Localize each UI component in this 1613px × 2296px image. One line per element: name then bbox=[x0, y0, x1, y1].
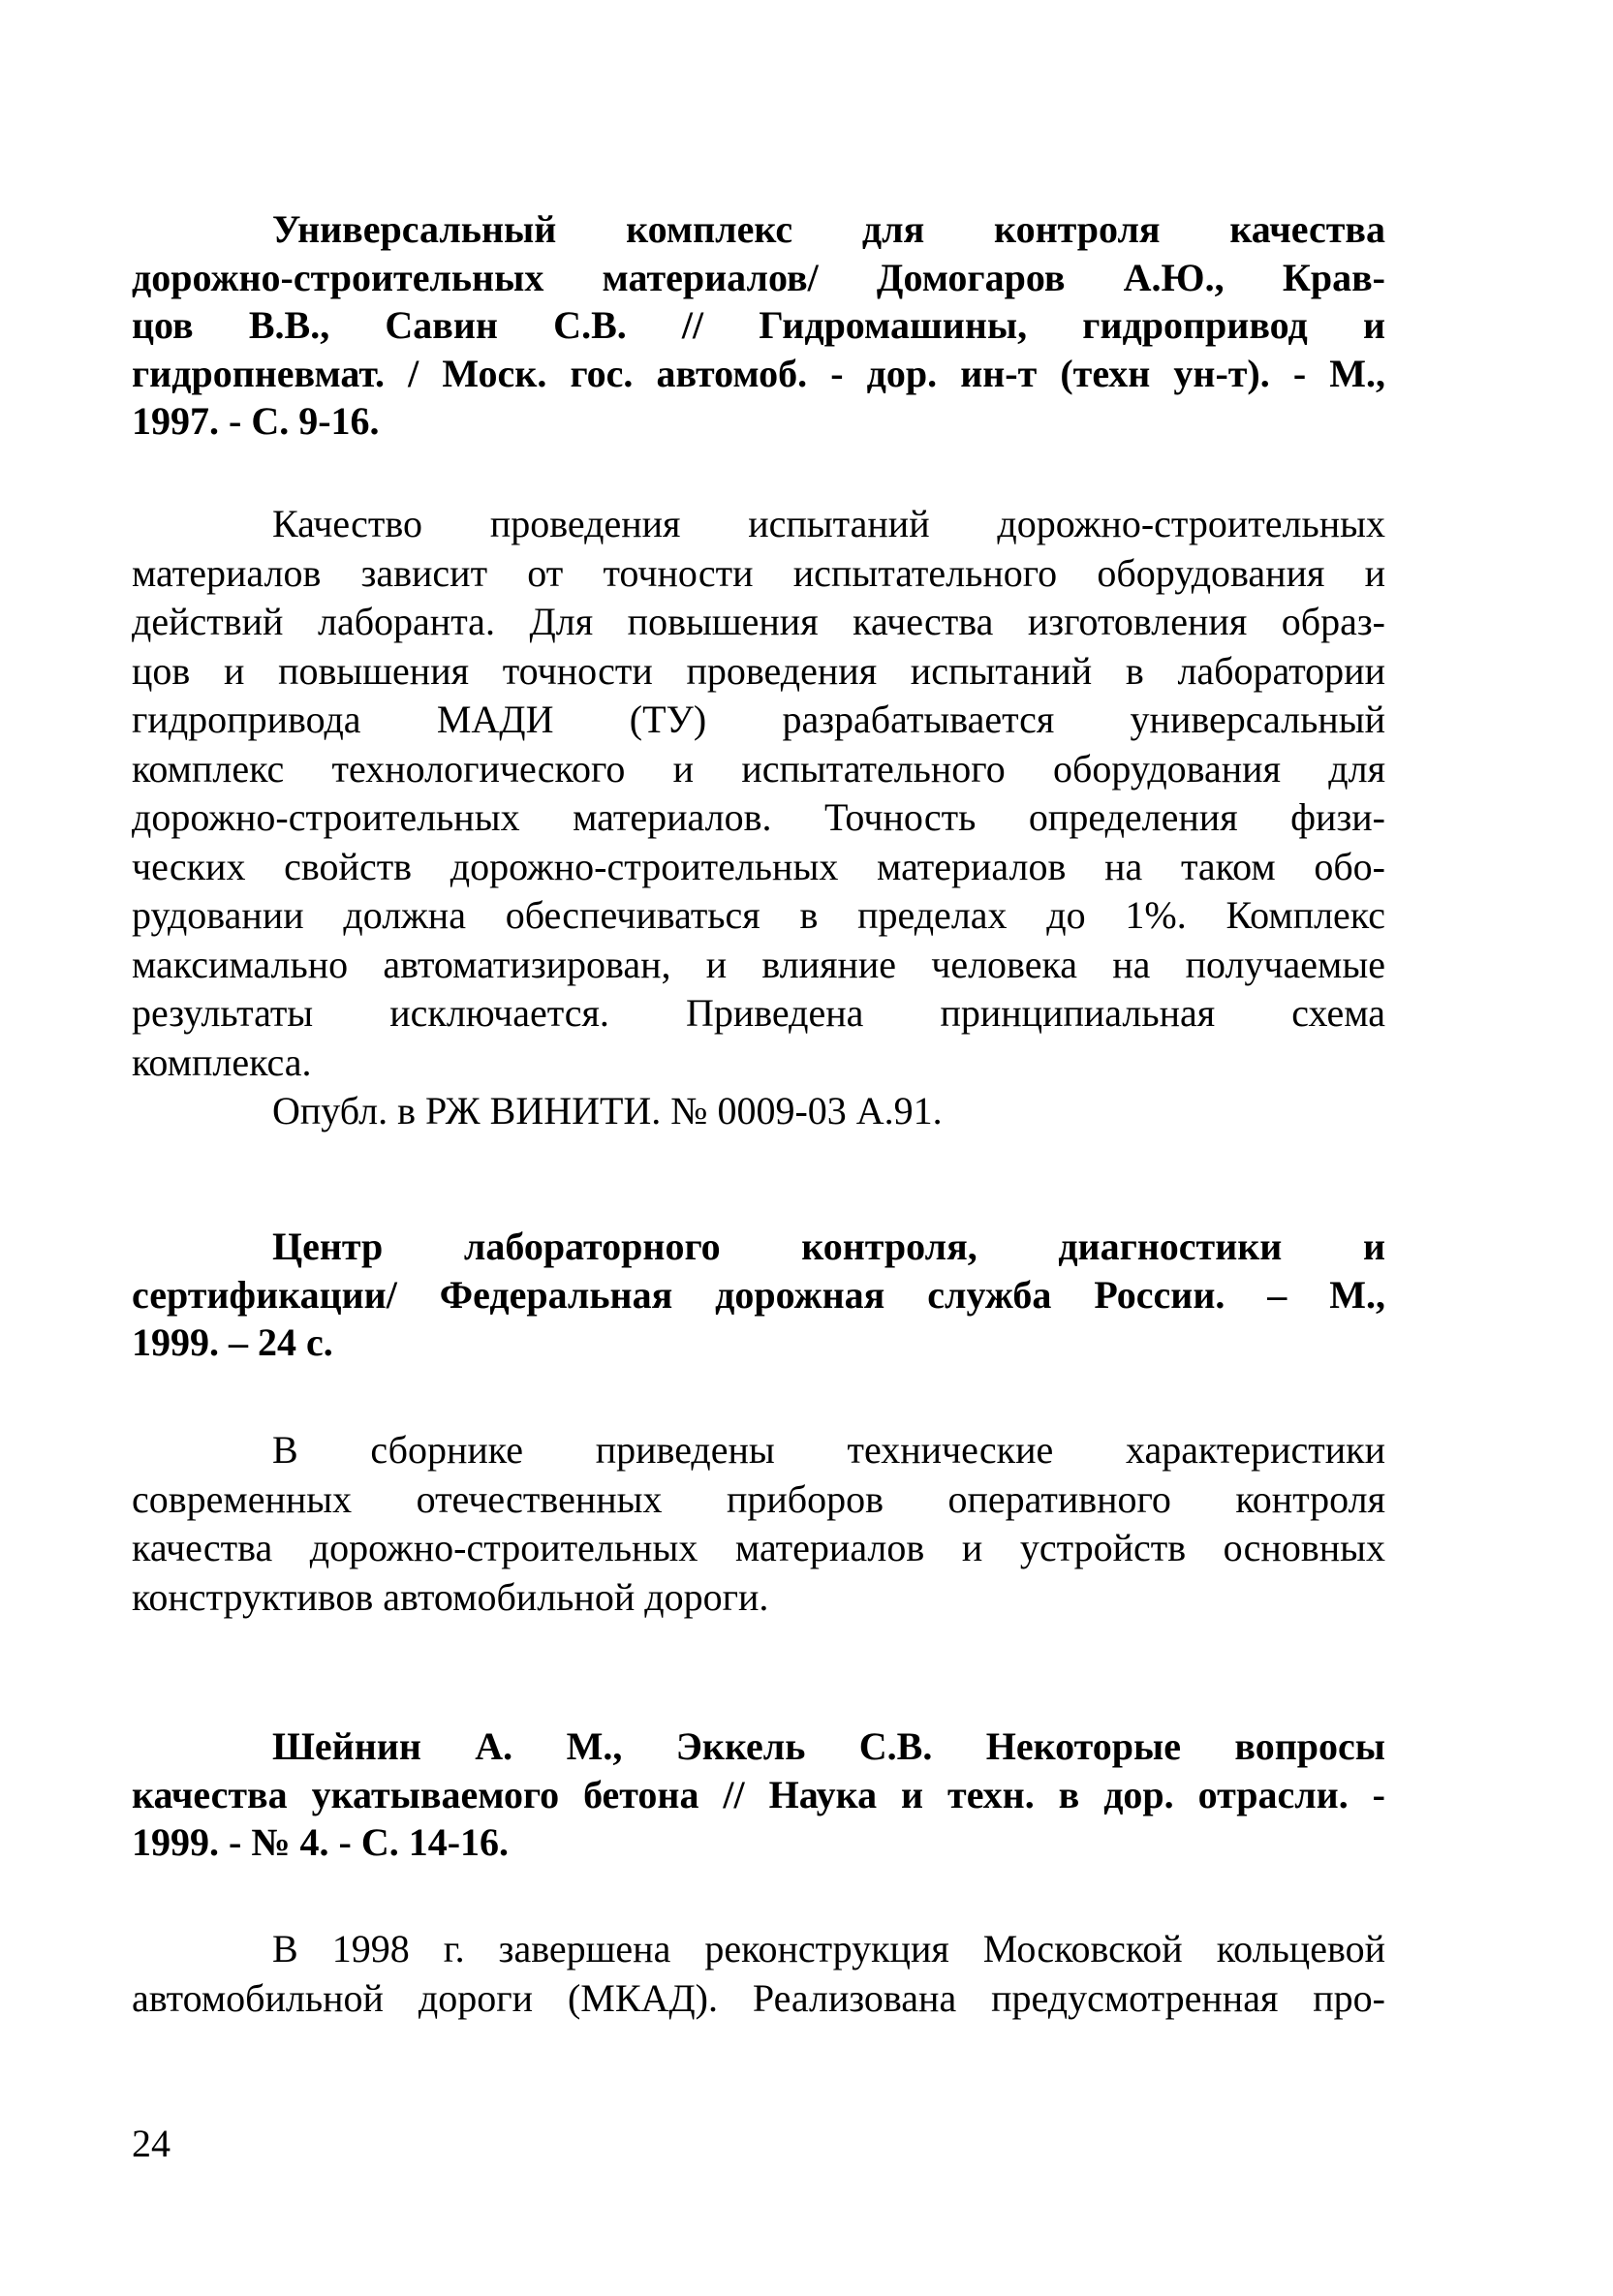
entry-2-abstract bbox=[132, 1426, 1385, 1622]
entry-1-ref-line-2: дорожно-строительных материалов/ Домогаров А.Ю., Крав- bbox=[132, 255, 1385, 299]
entry-1-abstract bbox=[132, 500, 1385, 1087]
entry-1-abstract-line-10: максимально автоматизирован, и влияние человека на получаемые bbox=[132, 942, 1385, 986]
entry-2-ref-line-1: Центр лабораторного контроля, диагностики и bbox=[272, 1225, 1385, 1268]
entry-1-abstract-line-1: Качество проведения испытаний дорожно-строительных bbox=[272, 502, 1385, 545]
entry-1-abstract-line-9: рудовании должна обеспечиваться в пределах до 1%. Комплекс bbox=[132, 893, 1385, 937]
entry-1-abstract-line-2: материалов зависит от точности испытательного оборудования и bbox=[132, 550, 1385, 595]
entry-1-abstract-line-5: гидропривода МАДИ (ТУ) разрабатывается универсальный bbox=[132, 698, 1385, 741]
entry-1-publication-note: Опубл. в РЖ ВИНИТИ. № 0009-03 А.91. bbox=[272, 1089, 943, 1132]
entry-2-ref-line-2: сертификации/ Федеральная дорожная служба России. – М., bbox=[132, 1272, 1385, 1317]
entry-1-abstract-line-8: ческих свойств дорожно-строительных материалов на таком обо- bbox=[132, 844, 1385, 888]
entry-1-abstract-line-6: комплекс технологического и испытательного оборудования для bbox=[132, 746, 1385, 791]
entry-1-abstract-line-11: результаты исключается. Приведена принципиальная схема bbox=[132, 991, 1385, 1035]
entry-1-ref-line-4: гидропневмат. / Моск. гос. автомоб. - дор. ин-т (техн ун-т). - М., bbox=[132, 351, 1385, 395]
entry-3-ref-line-3: 1999. - № 4. - С. 14-16. bbox=[132, 1820, 510, 1864]
entry-3-ref-line-1: Шейнин А. М., Эккель С.В. Некоторые вопросы bbox=[272, 1724, 1385, 1768]
entry-1-ref-line-5: 1997. - С. 9-16. bbox=[132, 399, 380, 443]
entry-1-ref-line-3: цов В.В., Савин С.В. // Гидромашины, гидропривод и bbox=[132, 303, 1385, 347]
entry-1-abstract-line-7: дорожно-строительных материалов. Точность определения физи- bbox=[132, 795, 1385, 839]
entry-3-abstract-line-2: автомобильной дороги (МКАД). Реализована предусмотренная про- bbox=[132, 1975, 1385, 2020]
entry-2-abstract-line-2: современных отечественных приборов оперативного контроля bbox=[132, 1476, 1385, 1521]
entry-1-abstract-line-4: цов и повышения точности проведения испытаний в лаборатории bbox=[132, 648, 1385, 693]
entry-1-abstract-line-12: комплекса. bbox=[132, 1039, 312, 1084]
entry-3-abstract bbox=[132, 1925, 1385, 2023]
entry-3-reference bbox=[132, 1722, 1385, 1867]
entry-1-reference bbox=[132, 205, 1385, 446]
entry-2-reference bbox=[132, 1223, 1385, 1367]
entry-2-ref-line-3: 1999. – 24 с. bbox=[132, 1320, 333, 1364]
entry-1-abstract-line-3: действий лаборанта. Для повышения качества изготовления образ- bbox=[132, 600, 1385, 643]
entry-3-ref-line-2: качества укатываемого бетона // Наука и техн. в дор. отрасли. - bbox=[132, 1772, 1385, 1816]
page-number: 24 bbox=[132, 2122, 171, 2165]
entry-1-ref-line-1: Универсальный комплекс для контроля качества bbox=[272, 207, 1385, 251]
entry-2-abstract-line-4: конструктивов автомобильной дороги. bbox=[132, 1574, 769, 1619]
entry-2-abstract-line-1: В сборнике приведены технические характеристики bbox=[272, 1428, 1385, 1472]
entry-3-abstract-line-1: В 1998 г. завершена реконструкция Московской кольцевой bbox=[272, 1927, 1385, 1970]
entry-2-abstract-line-3: качества дорожно-строительных материалов и устройств основных bbox=[132, 1526, 1385, 1569]
